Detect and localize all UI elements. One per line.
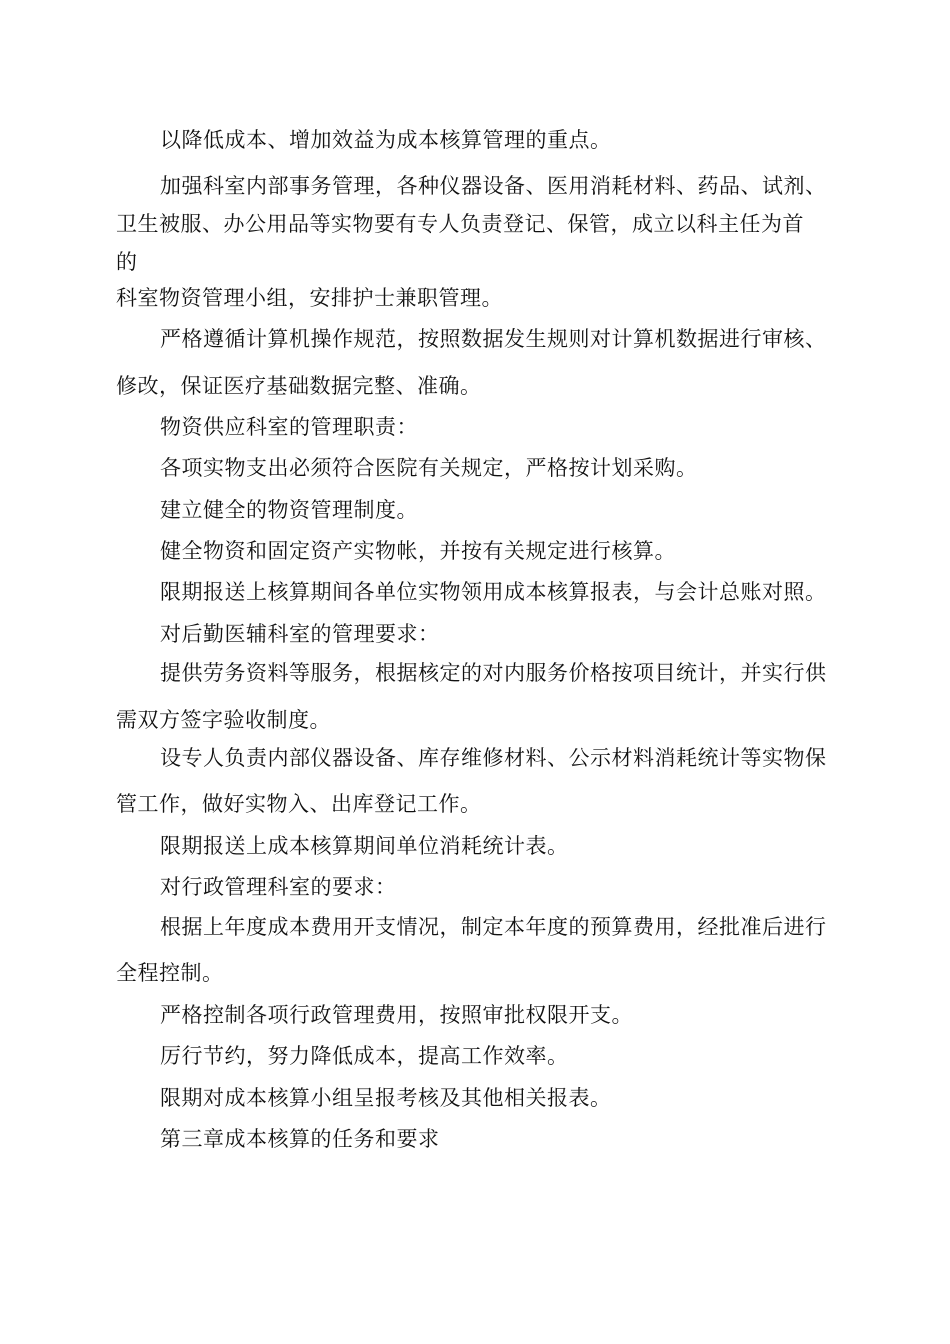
text-line: 限期对成本核算小组呈报考核及其他相关报表。 — [160, 1086, 612, 1110]
text-line: 第三章成本核算的任务和要求 — [160, 1127, 440, 1151]
text-line: 限期报送上核算期间各单位实物领用成本核算报表，与会计总账对照。 — [160, 580, 827, 604]
text-line: 厉行节约，努力降低成本，提高工作效率。 — [160, 1044, 569, 1068]
text-line: 严格遵循计算机操作规范，按照数据发生规则对计算机数据进行审核、 — [160, 327, 827, 351]
text-line: 对行政管理科室的要求： — [160, 875, 397, 899]
text-line: 全程控制。 — [116, 961, 224, 985]
text-line: 根据上年度成本费用开支情况，制定本年度的预算费用，经批准后进行 — [160, 915, 827, 939]
text-line: 对后勤医辅科室的管理要求： — [160, 622, 440, 646]
text-line: 需双方签字验收制度。 — [116, 708, 331, 732]
text-line: 修改，保证医疗基础数据完整、准确。 — [116, 374, 482, 398]
text-line: 限期报送上成本核算期间单位消耗统计表。 — [160, 834, 569, 858]
text-line: 设专人负责内部仪器设备、库存维修材料、公示材料消耗统计等实物保 — [160, 746, 827, 770]
text-line: 严格控制各项行政管理费用，按照审批权限开支。 — [160, 1003, 633, 1027]
text-line: 各项实物支出必须符合医院有关规定，严格按计划采购。 — [160, 456, 698, 480]
text-line: 加强科室内部事务管理，各种仪器设备、医用消耗材料、药品、试剂、 — [160, 174, 827, 198]
text-line: 提供劳务资料等服务，根据核定的对内服务价格按项目统计，并实行供 — [160, 661, 827, 685]
text-line: 物资供应科室的管理职责： — [160, 415, 418, 439]
text-line: 健全物资和固定资产实物帐，并按有关规定进行核算。 — [160, 539, 676, 563]
text-line: 建立健全的物资管理制度。 — [160, 498, 418, 522]
text-line: 卫生被服、办公用品等实物要有专人负责登记、保管，成立以科主任为首 — [116, 212, 804, 236]
text-line: 科室物资管理小组，安排护士兼职管理。 — [116, 286, 503, 310]
text-line: 管工作，做好实物入、出库登记工作。 — [116, 792, 482, 816]
text-line: 的 — [116, 250, 138, 274]
text-line: 以降低成本、增加效益为成本核算管理的重点。 — [160, 128, 612, 152]
